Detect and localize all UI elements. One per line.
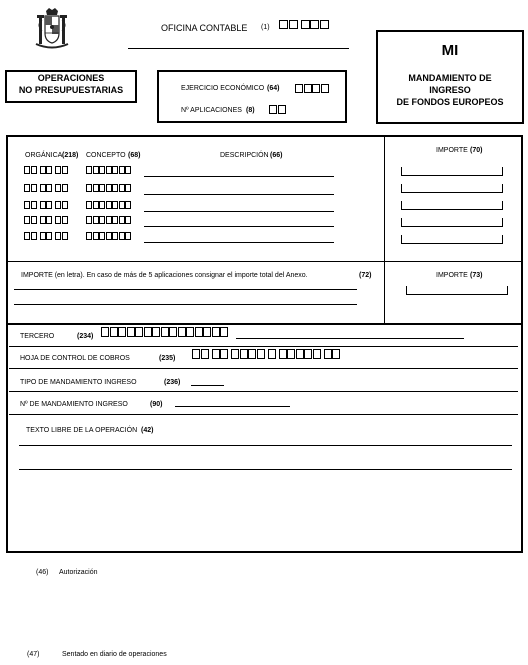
texto-libre-line1[interactable] <box>19 445 512 446</box>
concepto-label: CONCEPTO <box>86 152 126 159</box>
importe-total-code: (73) <box>470 272 483 279</box>
concepto-field-row5[interactable] <box>86 232 132 240</box>
hoja-control-label: HOJA DE CONTROL DE COBROS <box>20 355 130 362</box>
aplicaciones-field[interactable] <box>269 105 286 114</box>
coat-of-arms-icon <box>33 7 71 51</box>
texto-libre-line2[interactable] <box>19 469 512 470</box>
importe-field-row1[interactable] <box>401 167 503 176</box>
importe-letra-label: IMPORTE (en letra). En caso de más de 5 aplicaciones consignar el importe total del Anexo. <box>21 272 308 279</box>
sentado-label: Sentado en diario de operaciones <box>62 651 167 658</box>
autorizacion-code: (46) <box>36 569 49 576</box>
form-title-line2: INGRESO <box>429 85 471 95</box>
tercero-name-line[interactable] <box>236 338 464 339</box>
form-code: MI <box>441 42 459 59</box>
form-title-line1: MANDAMIENTO DE <box>408 73 492 83</box>
importe-total-label: IMPORTE <box>436 272 468 279</box>
organica-label: ORGÁNICA <box>25 152 63 159</box>
hoja-control-code: (235) <box>159 355 176 362</box>
tipo-mandamiento-code: (236) <box>164 379 181 386</box>
tipo-mandamiento-label: TIPO DE MANDAMIENTO INGRESO <box>20 379 137 386</box>
descripcion-label: DESCRIPCIÓN <box>220 152 269 159</box>
operaciones-title-line1: OPERACIONES <box>37 73 105 83</box>
concepto-field-row4[interactable] <box>86 216 132 224</box>
divider-hoja <box>9 346 518 347</box>
importe-letra-code: (72) <box>359 272 372 279</box>
aplicaciones-code: (8) <box>246 107 255 114</box>
divider-tercero <box>7 323 522 325</box>
descripcion-code: (66) <box>270 152 283 159</box>
oficina-contable-field[interactable] <box>279 20 329 29</box>
tipo-mandamiento-line[interactable] <box>191 385 224 386</box>
divider-importe-letra <box>7 261 522 262</box>
descripcion-line-row5[interactable] <box>144 242 334 243</box>
texto-libre-code: (42) <box>141 427 154 434</box>
divider-tipo <box>9 368 518 369</box>
importe-field-row2[interactable] <box>401 184 503 193</box>
importe-field-row3[interactable] <box>401 201 503 210</box>
tercero-code: (234) <box>77 333 94 340</box>
divider-numero <box>9 391 518 392</box>
ejercicio-field[interactable] <box>295 84 329 93</box>
organica-field-row3[interactable] <box>24 201 68 209</box>
main-form-box <box>6 135 523 553</box>
oficina-contable-code: (1) <box>261 24 270 31</box>
divider-texto <box>9 414 518 415</box>
sentado-code: (47) <box>27 651 40 658</box>
oficina-contable-underline <box>128 48 349 49</box>
descripcion-line-row4[interactable] <box>144 226 334 227</box>
concepto-field-row3[interactable] <box>86 201 132 209</box>
importe-letra-line1[interactable] <box>14 289 357 290</box>
numero-mandamiento-line[interactable] <box>175 406 290 407</box>
tercero-label: TERCERO <box>20 333 55 340</box>
ejercicio-code: (64) <box>267 85 280 92</box>
importe-field-row5[interactable] <box>401 235 503 244</box>
organica-code: (218) <box>62 152 79 159</box>
numero-mandamiento-label: Nº DE MANDAMIENTO INGRESO <box>20 401 128 408</box>
descripcion-line-row3[interactable] <box>144 211 334 212</box>
importe-total-field[interactable] <box>406 286 508 295</box>
numero-mandamiento-code: (90) <box>150 401 163 408</box>
importe-field-row4[interactable] <box>401 218 503 227</box>
importe-label: IMPORTE <box>436 147 468 154</box>
tercero-nif-field[interactable] <box>101 327 229 337</box>
autorizacion-label: Autorización <box>59 569 98 576</box>
descripcion-line-row1[interactable] <box>144 176 334 177</box>
importe-column-divider <box>384 136 385 324</box>
ejercicio-box <box>157 70 347 123</box>
aplicaciones-label: Nº APLICACIONES <box>181 107 242 114</box>
organica-field-row4[interactable] <box>24 216 68 224</box>
form-title-line3: DE FONDOS EUROPEOS <box>396 97 504 107</box>
ejercicio-label: EJERCICIO ECONÓMICO <box>181 85 265 92</box>
importe-code: (70) <box>470 147 483 154</box>
concepto-field-row2[interactable] <box>86 184 132 192</box>
importe-letra-line2[interactable] <box>14 304 357 305</box>
hoja-control-field[interactable] <box>192 349 341 359</box>
operaciones-title-line2: NO PRESUPUESTARIAS <box>18 85 124 95</box>
descripcion-line-row2[interactable] <box>144 194 334 195</box>
organica-field-row2[interactable] <box>24 184 68 192</box>
organica-field-row1[interactable] <box>24 166 68 174</box>
organica-field-row5[interactable] <box>24 232 68 240</box>
texto-libre-label: TEXTO LIBRE DE LA OPERACIÓN <box>26 427 138 434</box>
oficina-contable-label: OFICINA CONTABLE <box>161 23 248 33</box>
concepto-code: (68) <box>128 152 141 159</box>
concepto-field-row1[interactable] <box>86 166 132 174</box>
